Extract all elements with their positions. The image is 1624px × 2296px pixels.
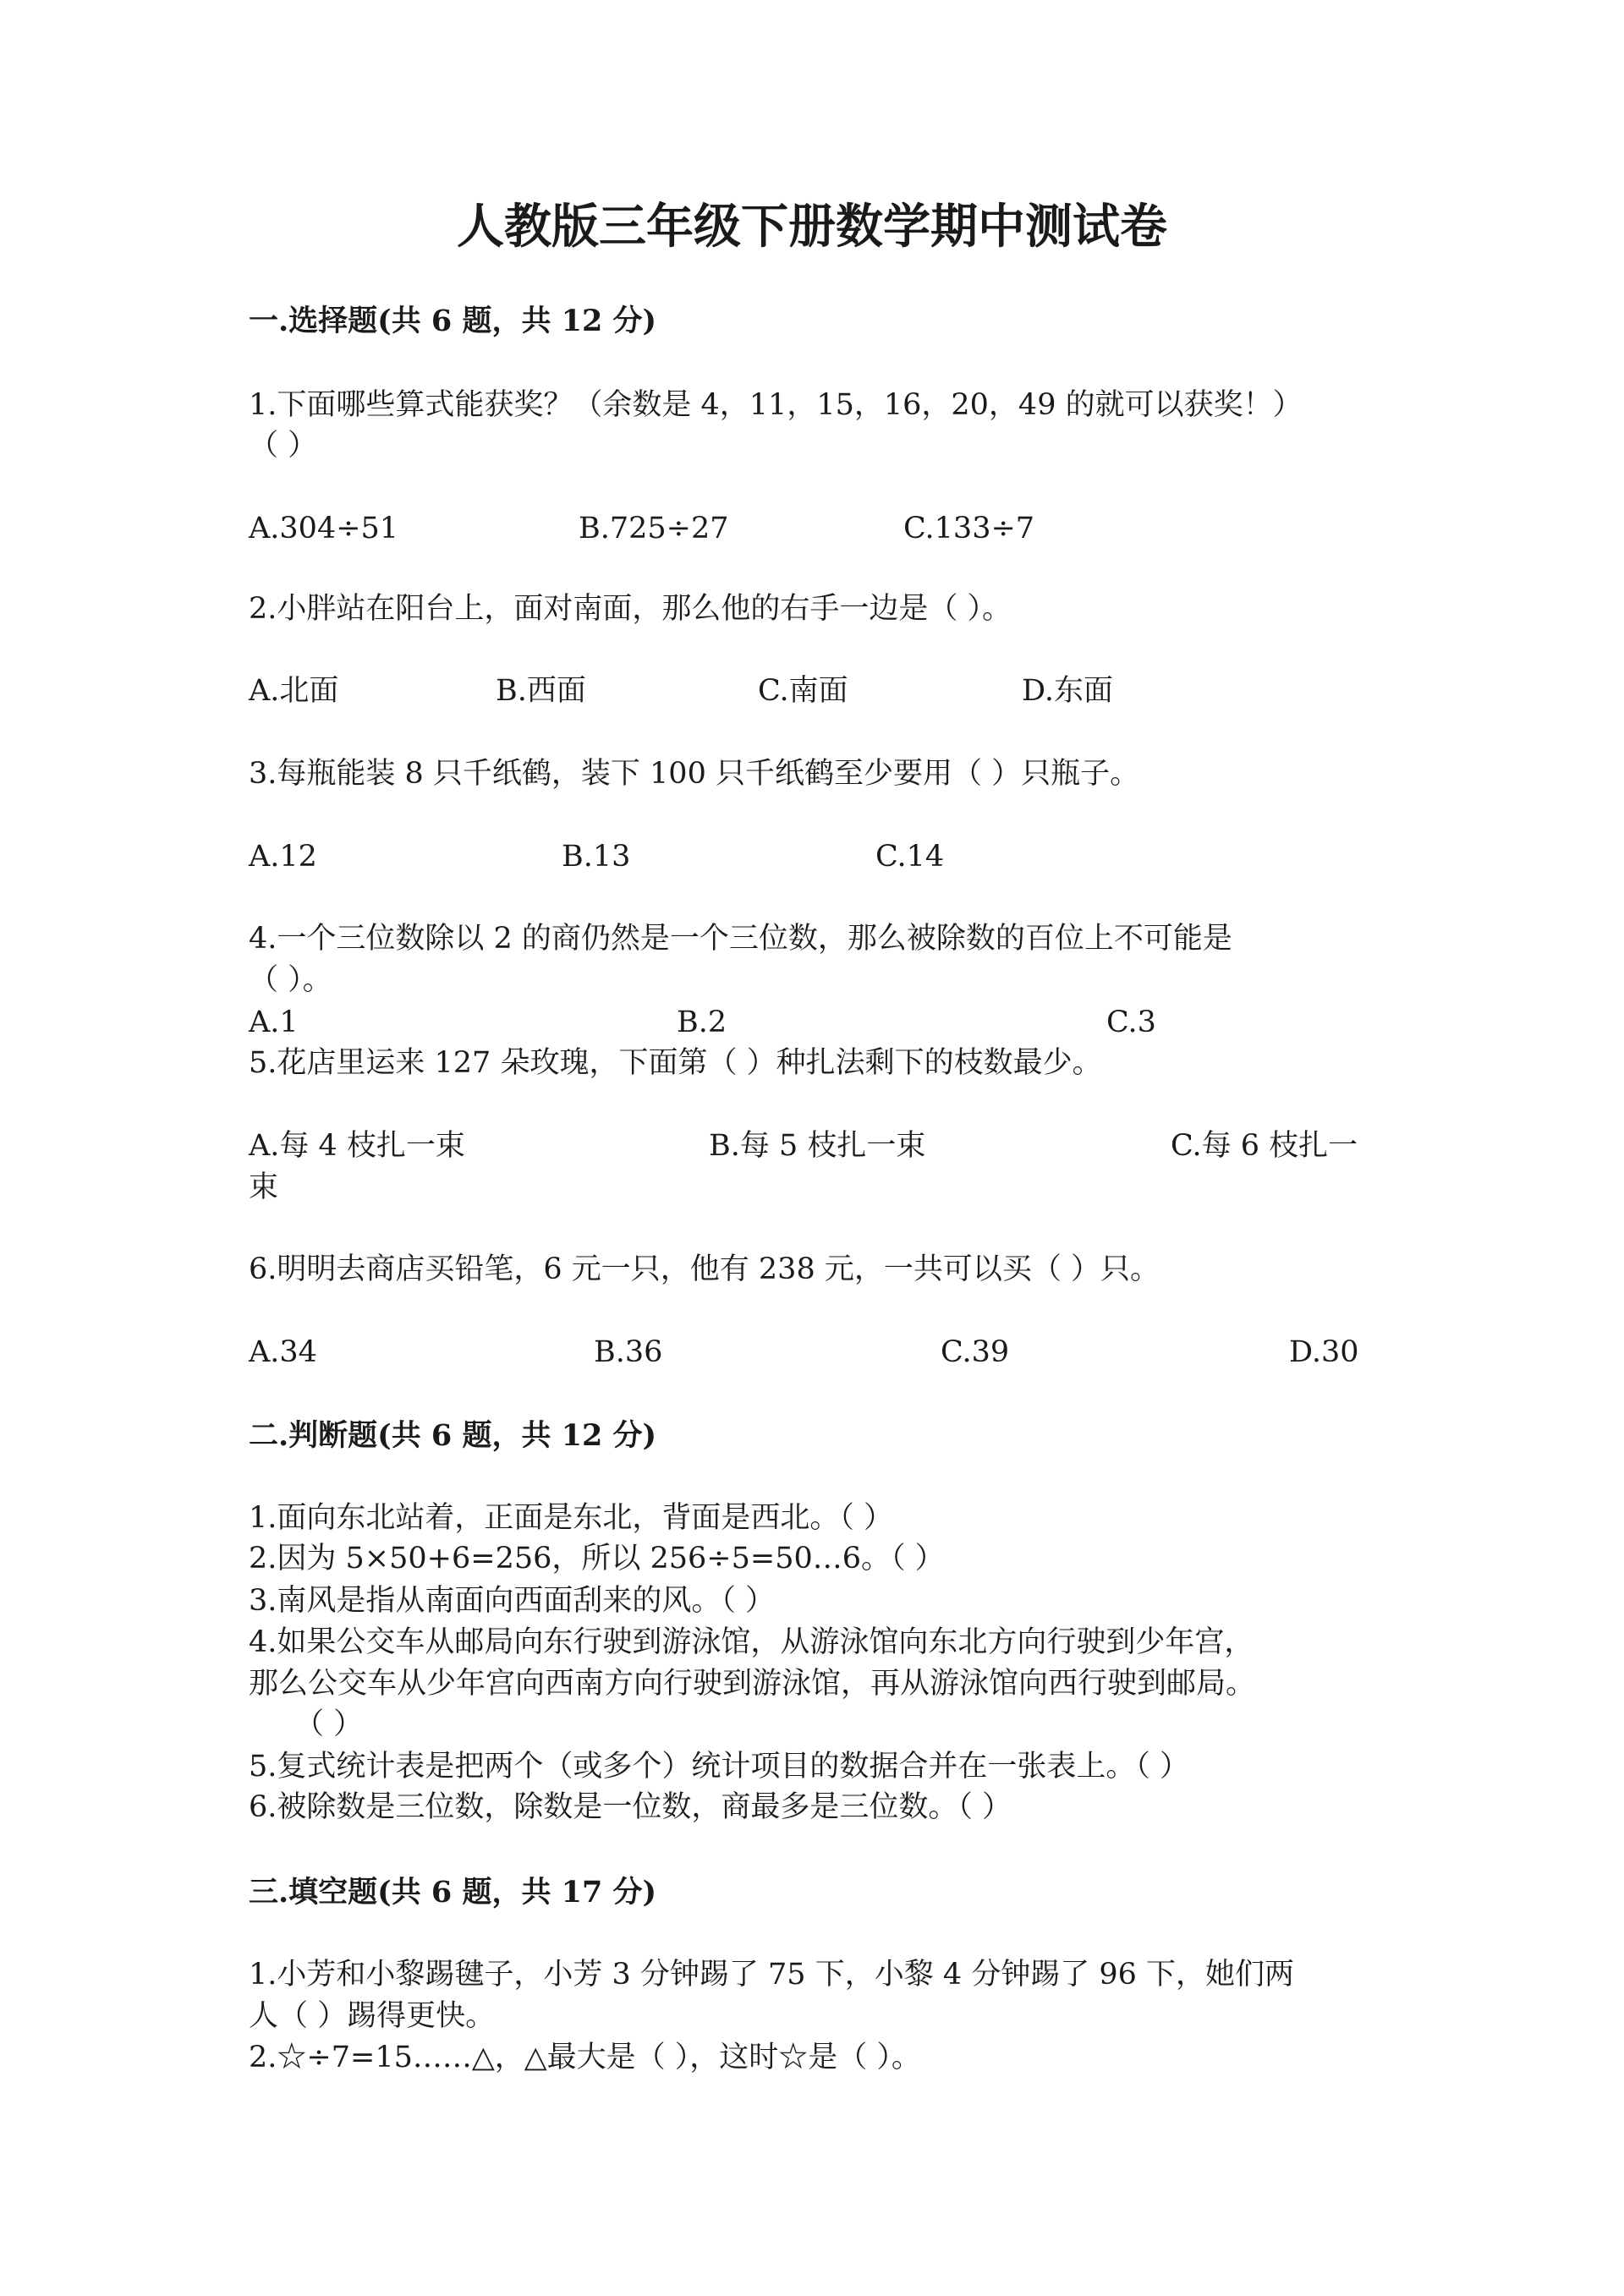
option-b: B.13 bbox=[562, 840, 631, 874]
question-text: 5.花店里运来 127 朵玫瑰，下面第（ ）种扎法剩下的枝数最少。 bbox=[249, 1046, 1102, 1080]
option-b: B.36 bbox=[594, 1335, 663, 1369]
option-a: A.每 4 枝扎一束 bbox=[249, 1129, 465, 1163]
judge-item: 5.复式统计表是把两个（或多个）统计项目的数据合并在一张表上。（ ） bbox=[249, 1750, 1190, 1784]
answer-blank: （ ） bbox=[249, 429, 318, 463]
judge-item: 那么公交车从少年宫向西南方向行驶到游泳馆，再从游泳馆向西行驶到邮局。 bbox=[249, 1667, 1256, 1701]
option-c: C.39 bbox=[941, 1335, 1010, 1369]
fill-item: 2.☆÷7=15……△，△最大是（ ），这时☆是（ ）。 bbox=[249, 2041, 921, 2074]
option-c: C.每 6 枝扎一 bbox=[1171, 1129, 1358, 1163]
fill-item: 1.小芳和小黎踢毽子，小芳 3 分钟踢了 75 下，小黎 4 分钟踢了 96 下，她们两 bbox=[249, 1958, 1295, 1992]
option-c-wrap: 束 bbox=[249, 1170, 279, 1204]
option-c: C.133÷7 bbox=[903, 512, 1035, 545]
answer-blank: （ ）。 bbox=[249, 963, 332, 997]
option-b: B.2 bbox=[677, 1006, 727, 1039]
option-a: A.304÷51 bbox=[249, 512, 399, 545]
judge-item: 6.被除数是三位数，除数是一位数，商最多是三位数。（ ） bbox=[249, 1790, 1012, 1824]
section-heading-judge: 二.判断题(共 6 题，共 12 分) bbox=[249, 1418, 657, 1453]
option-c: C.南面 bbox=[758, 674, 848, 708]
option-c: C.14 bbox=[875, 840, 945, 874]
question-text: 6.明明去商店买铅笔，6 元一只，他有 238 元，一共可以买（ ）只。 bbox=[249, 1252, 1160, 1286]
fill-item: 人（ ）踢得更快。 bbox=[249, 1999, 496, 2033]
question-text: 3.每瓶能装 8 只千纸鹤，装下 100 只千纸鹤至少要用（ ）只瓶子。 bbox=[249, 757, 1140, 791]
question-text: 4.一个三位数除以 2 的商仍然是一个三位数，那么被除数的百位上不可能是 bbox=[249, 922, 1232, 956]
page-title: 人教版三年级下册数学期中测试卷 bbox=[457, 199, 1167, 255]
option-c: C.3 bbox=[1106, 1006, 1156, 1039]
question-text: 1.下面哪些算式能获奖？（余数是 4，11，15，16，20，49 的就可以获奖！） bbox=[249, 388, 1303, 422]
option-b: B.西面 bbox=[496, 674, 586, 708]
judge-item: 1.面向东北站着，正面是东北，背面是西北。（ ） bbox=[249, 1501, 894, 1535]
judge-item: 4.如果公交车从邮局向东行驶到游泳馆，从游泳馆向东北方向行驶到少年宫， bbox=[249, 1625, 1254, 1659]
option-a: A.12 bbox=[249, 840, 317, 874]
judge-item: 3.南风是指从南面向西面刮来的风。（ ） bbox=[249, 1584, 776, 1618]
option-b: B.725÷27 bbox=[579, 512, 729, 545]
option-a: A.1 bbox=[249, 1006, 299, 1039]
judge-item: 2.因为 5×50+6=256，所以 256÷5=50…6。（ ） bbox=[249, 1542, 945, 1575]
section-heading-choice: 一.选择题(共 6 题，共 12 分) bbox=[249, 304, 657, 338]
answer-blank: （ ） bbox=[294, 1707, 364, 1741]
option-d: D.30 bbox=[1289, 1335, 1359, 1369]
option-d: D.东面 bbox=[1022, 674, 1113, 708]
option-a: A.34 bbox=[249, 1335, 317, 1369]
question-text: 2.小胖站在阳台上，面对南面，那么他的右手一边是（ ）。 bbox=[249, 592, 1012, 626]
option-b: B.每 5 枝扎一束 bbox=[709, 1129, 926, 1163]
option-a: A.北面 bbox=[249, 674, 339, 708]
section-heading-fill: 三.填空题(共 6 题，共 17 分) bbox=[249, 1875, 657, 1910]
